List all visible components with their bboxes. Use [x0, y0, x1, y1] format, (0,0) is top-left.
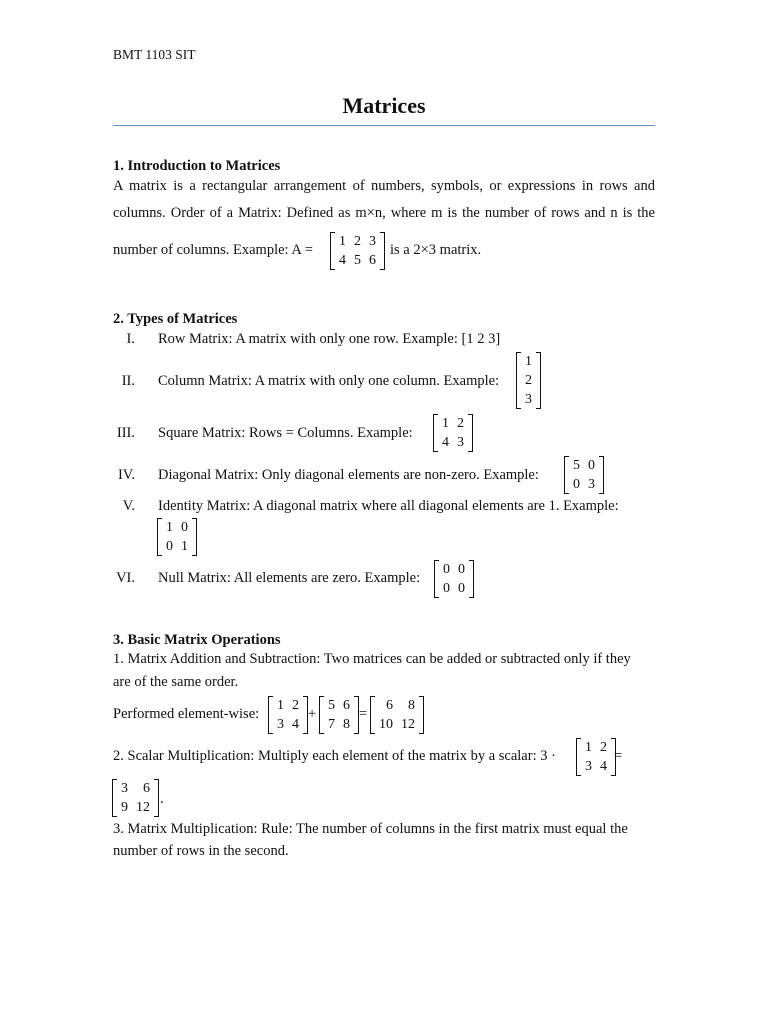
document-header: BMT 1103 SIT	[113, 47, 196, 62]
matrix-entry: 9	[121, 800, 128, 815]
matrix-square-example	[433, 414, 473, 452]
multiplication-line-1: 3. Matrix Multiplication: Rule: The number of columns in the first matrix must equal the	[113, 821, 628, 837]
matrix-entry: 0	[443, 562, 450, 577]
addition-line-3: Performed element-wise:	[113, 706, 260, 722]
list-item-number: IV.	[117, 467, 135, 483]
list-item-identity-matrix: Identity Matrix: A diagonal matrix where all diagonal elements are 1. Example:	[158, 498, 619, 514]
list-item-number: II.	[121, 373, 135, 389]
matrix-identity-example	[157, 518, 197, 556]
matrix-entry: 1	[525, 354, 532, 369]
section-2-heading: 2. Types of Matrices	[113, 311, 238, 327]
matrix-entry: 10	[379, 717, 393, 732]
addition-line-2: are of the same order.	[113, 674, 239, 690]
matrix-add-2	[319, 696, 359, 734]
plus-sign: +	[308, 706, 317, 722]
matrix-scalar-result	[112, 779, 159, 817]
matrix-entry: 0	[181, 520, 188, 535]
matrix-entry: 1	[339, 234, 346, 249]
matrix-add-1	[268, 696, 308, 734]
list-item-number: I.	[126, 331, 135, 347]
matrix-entry: 1	[585, 740, 592, 755]
list-item-row-matrix: Row Matrix: A matrix with only one row. Example: [1 2 3]	[158, 331, 501, 347]
list-item-square-matrix: Square Matrix: Rows = Columns. Example:	[158, 425, 413, 441]
matrix-entry: 3	[277, 717, 284, 732]
list-item-null-matrix: Null Matrix: All elements are zero. Example:	[158, 570, 421, 586]
list-item-column-matrix: Column Matrix: A matrix with only one column. Example:	[158, 373, 500, 389]
addition-line-1: 1. Matrix Addition and Subtraction: Two matrices can be added or subtracted only if they	[113, 651, 631, 667]
matrix-entry: 2	[525, 373, 532, 388]
scalar-equals: =	[614, 748, 623, 764]
matrix-entry: 2	[600, 740, 607, 755]
matrix-entry: 6	[386, 698, 393, 713]
matrix-entry: 3	[457, 435, 464, 450]
matrix-entry: 5	[328, 698, 335, 713]
matrix-a	[330, 232, 385, 270]
matrix-entry: 8	[343, 717, 350, 732]
matrix-entry: 0	[458, 562, 465, 577]
matrix-entry: 0	[443, 581, 450, 596]
section-1-line-2: columns. Order of a Matrix: Defined as m×n, where m is the number of rows and n is the	[113, 205, 655, 221]
matrix-add-result	[370, 696, 424, 734]
list-item-number: VI.	[116, 570, 135, 586]
matrix-entry: 2	[292, 698, 299, 713]
title-divider	[113, 125, 655, 126]
matrix-entry: 1	[277, 698, 284, 713]
matrix-null-example	[434, 560, 474, 598]
section-3-heading: 3. Basic Matrix Operations	[113, 632, 281, 648]
section-1-line-3-post: is a 2×3 matrix.	[390, 242, 482, 258]
matrix-entry: 4	[292, 717, 299, 732]
section-1-line-3-pre: number of columns. Example: A =	[113, 242, 313, 258]
matrix-entry: 1	[166, 520, 173, 535]
matrix-entry: 2	[457, 416, 464, 431]
matrix-entry: 3	[588, 477, 595, 492]
matrix-entry: 0	[588, 458, 595, 473]
matrix-entry: 6	[343, 698, 350, 713]
list-item-diagonal-matrix: Diagonal Matrix: Only diagonal elements are non-zero. Example:	[158, 467, 539, 483]
matrix-entry: 3	[525, 392, 532, 407]
matrix-entry: 1	[442, 416, 449, 431]
matrix-entry: 12	[136, 800, 150, 815]
list-item-number: III.	[116, 425, 135, 441]
section-1-heading: 1. Introduction to Matrices	[113, 158, 281, 174]
matrix-entry: 1	[181, 539, 188, 554]
list-item-number: V.	[122, 498, 135, 514]
matrix-entry: 5	[573, 458, 580, 473]
matrix-scalar-input	[576, 738, 616, 776]
section-1-line-1: A matrix is a rectangular arrangement of numbers, symbols, or expressions in rows and	[113, 178, 655, 194]
matrix-entry: 0	[166, 539, 173, 554]
matrix-entry: 2	[354, 234, 361, 249]
scalar-line: 2. Scalar Multiplication: Multiply each element of the matrix by a scalar: 3 ·	[113, 748, 556, 764]
matrix-entry: 6	[143, 781, 150, 796]
equals-sign: =	[359, 706, 368, 722]
section-1-line-3	[113, 242, 313, 259]
matrix-entry: 8	[408, 698, 415, 713]
matrix-column-example	[516, 352, 541, 409]
matrix-entry: 0	[573, 477, 580, 492]
matrix-entry: 4	[442, 435, 449, 450]
matrix-entry: 3	[585, 759, 592, 774]
matrix-entry: 3	[121, 781, 128, 796]
matrix-entry: 12	[401, 717, 415, 732]
matrix-entry: 4	[339, 253, 346, 268]
matrix-diagonal-example	[564, 456, 604, 494]
matrix-entry: 3	[369, 234, 376, 249]
multiplication-line-2: number of rows in the second.	[113, 843, 289, 859]
page-title: Matrices	[342, 93, 426, 118]
matrix-entry: 6	[369, 253, 376, 268]
matrix-entry: 5	[354, 253, 361, 268]
matrix-entry: 4	[600, 759, 607, 774]
scalar-end: .	[160, 791, 164, 807]
matrix-entry: 0	[458, 581, 465, 596]
matrix-entry: 7	[328, 717, 335, 732]
